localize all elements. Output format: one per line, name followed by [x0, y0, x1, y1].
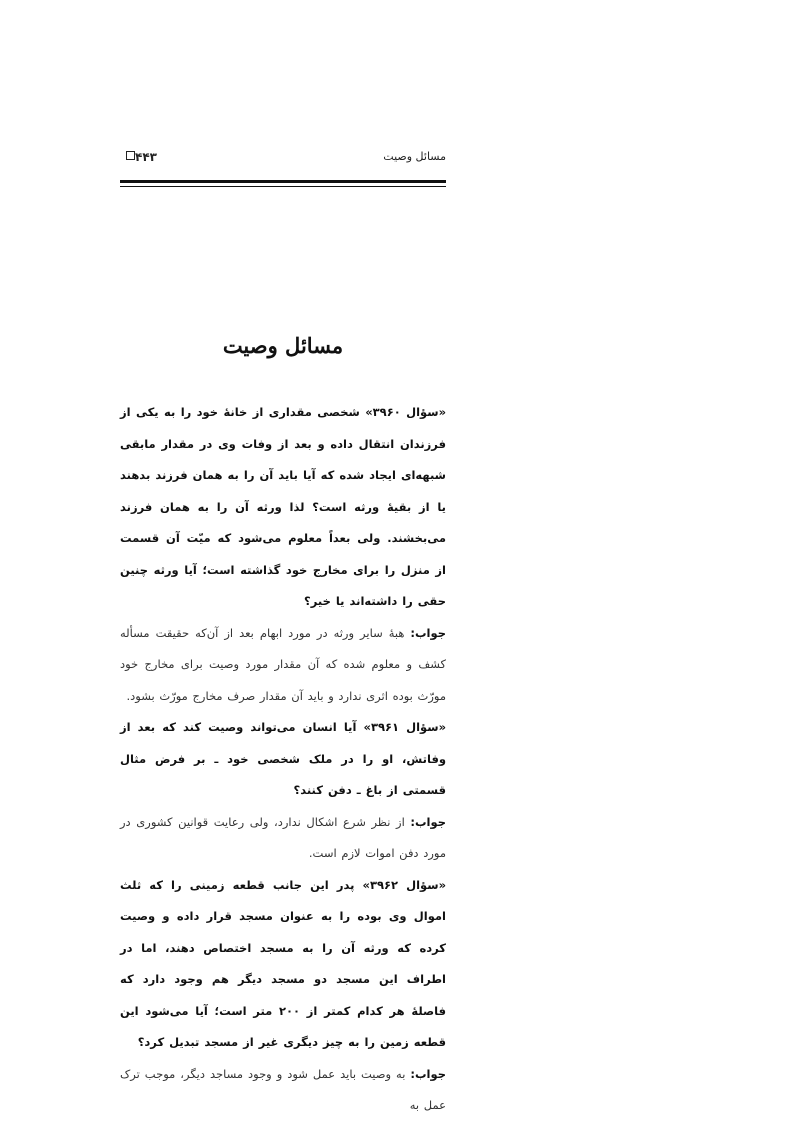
question-3962: «سؤال ۳۹۶۲» پدر این جانب قطعه زمینی را که ثلث اموال وی بوده را به عنوان مسجد قرار داده و وصیت کرده که ورثه آن را به مسجد اختصاص دهند، اما در اطراف این مسجد دو مسجد دیگر هم وجود دارد که فاصلهٔ هر کدام کمتر از ۲۰۰ متر است؛ آیا می‌شود این قطعه زمین را به چیز دیگری غیر از مسجد تبدیل کرد؟: [120, 877, 447, 1049]
answer-3962: [120, 1059, 446, 1122]
header-rule-thin: [120, 186, 446, 187]
running-header: [120, 150, 446, 172]
answer-label: جواب:: [410, 1066, 446, 1081]
square-icon: [126, 151, 135, 160]
page-body: [120, 397, 446, 1122]
header-rule-thick: [120, 180, 446, 183]
answer-3960: [120, 618, 446, 713]
answer-text: به وصیت باید عمل شود و وجود مساجد دیگر، موجب ترک عمل به: [120, 1066, 446, 1112]
question-3961: «سؤال ۳۹۶۱» آیا انسان می‌تواند وصیت کند که بعد از وفاتش، او را در ملک شخصی خود ـ بر فرض مثال قسمتی از باغ ـ دفن کنند؟: [120, 720, 447, 797]
answer-3961: [120, 807, 446, 870]
page-number: [120, 150, 157, 164]
answer-label: جواب:: [410, 814, 446, 829]
section-title: مسائل وصیت: [222, 333, 344, 358]
answer-label: جواب:: [410, 625, 446, 640]
running-title: مسائل وصیت: [383, 150, 446, 163]
page-number-text: ۴۴۳: [135, 150, 157, 164]
question-3960: «سؤال ۳۹۶۰» شخصی مقداری از خانهٔ خود را به یکی از فرزندان انتقال داده و بعد از وفات وی در مقدار مابقی شبهه‌ای ایجاد شده که آیا باید آن را به همان فرزند بدهند یا از بقیهٔ ورثه است؟ لذا ورثه آن را به همان فرزند می‌بخشند. ولی بعداً معلوم می‌شود که میّت آن قسمت از منزل را برای مخارج خود گذاشته است؛ آیا ورثه چنین حقی را داشته‌اند یا خیر؟: [120, 405, 447, 608]
answer-text: هبهٔ سایر ورثه در مورد ابهام بعد از آن‌که حقیقت مسأله کشف و معلوم شده که آن مقدار مورد وصیت برای مخارج خود مورّث بوده اثری ندارد و باید آن مقدار صرف مخارج مورّث بشود.: [120, 625, 446, 703]
answer-text: از نظر شرع اشکال ندارد، ولی رعایت قوانین کشوری در مورد دفن اموات لازم است.: [120, 814, 446, 860]
